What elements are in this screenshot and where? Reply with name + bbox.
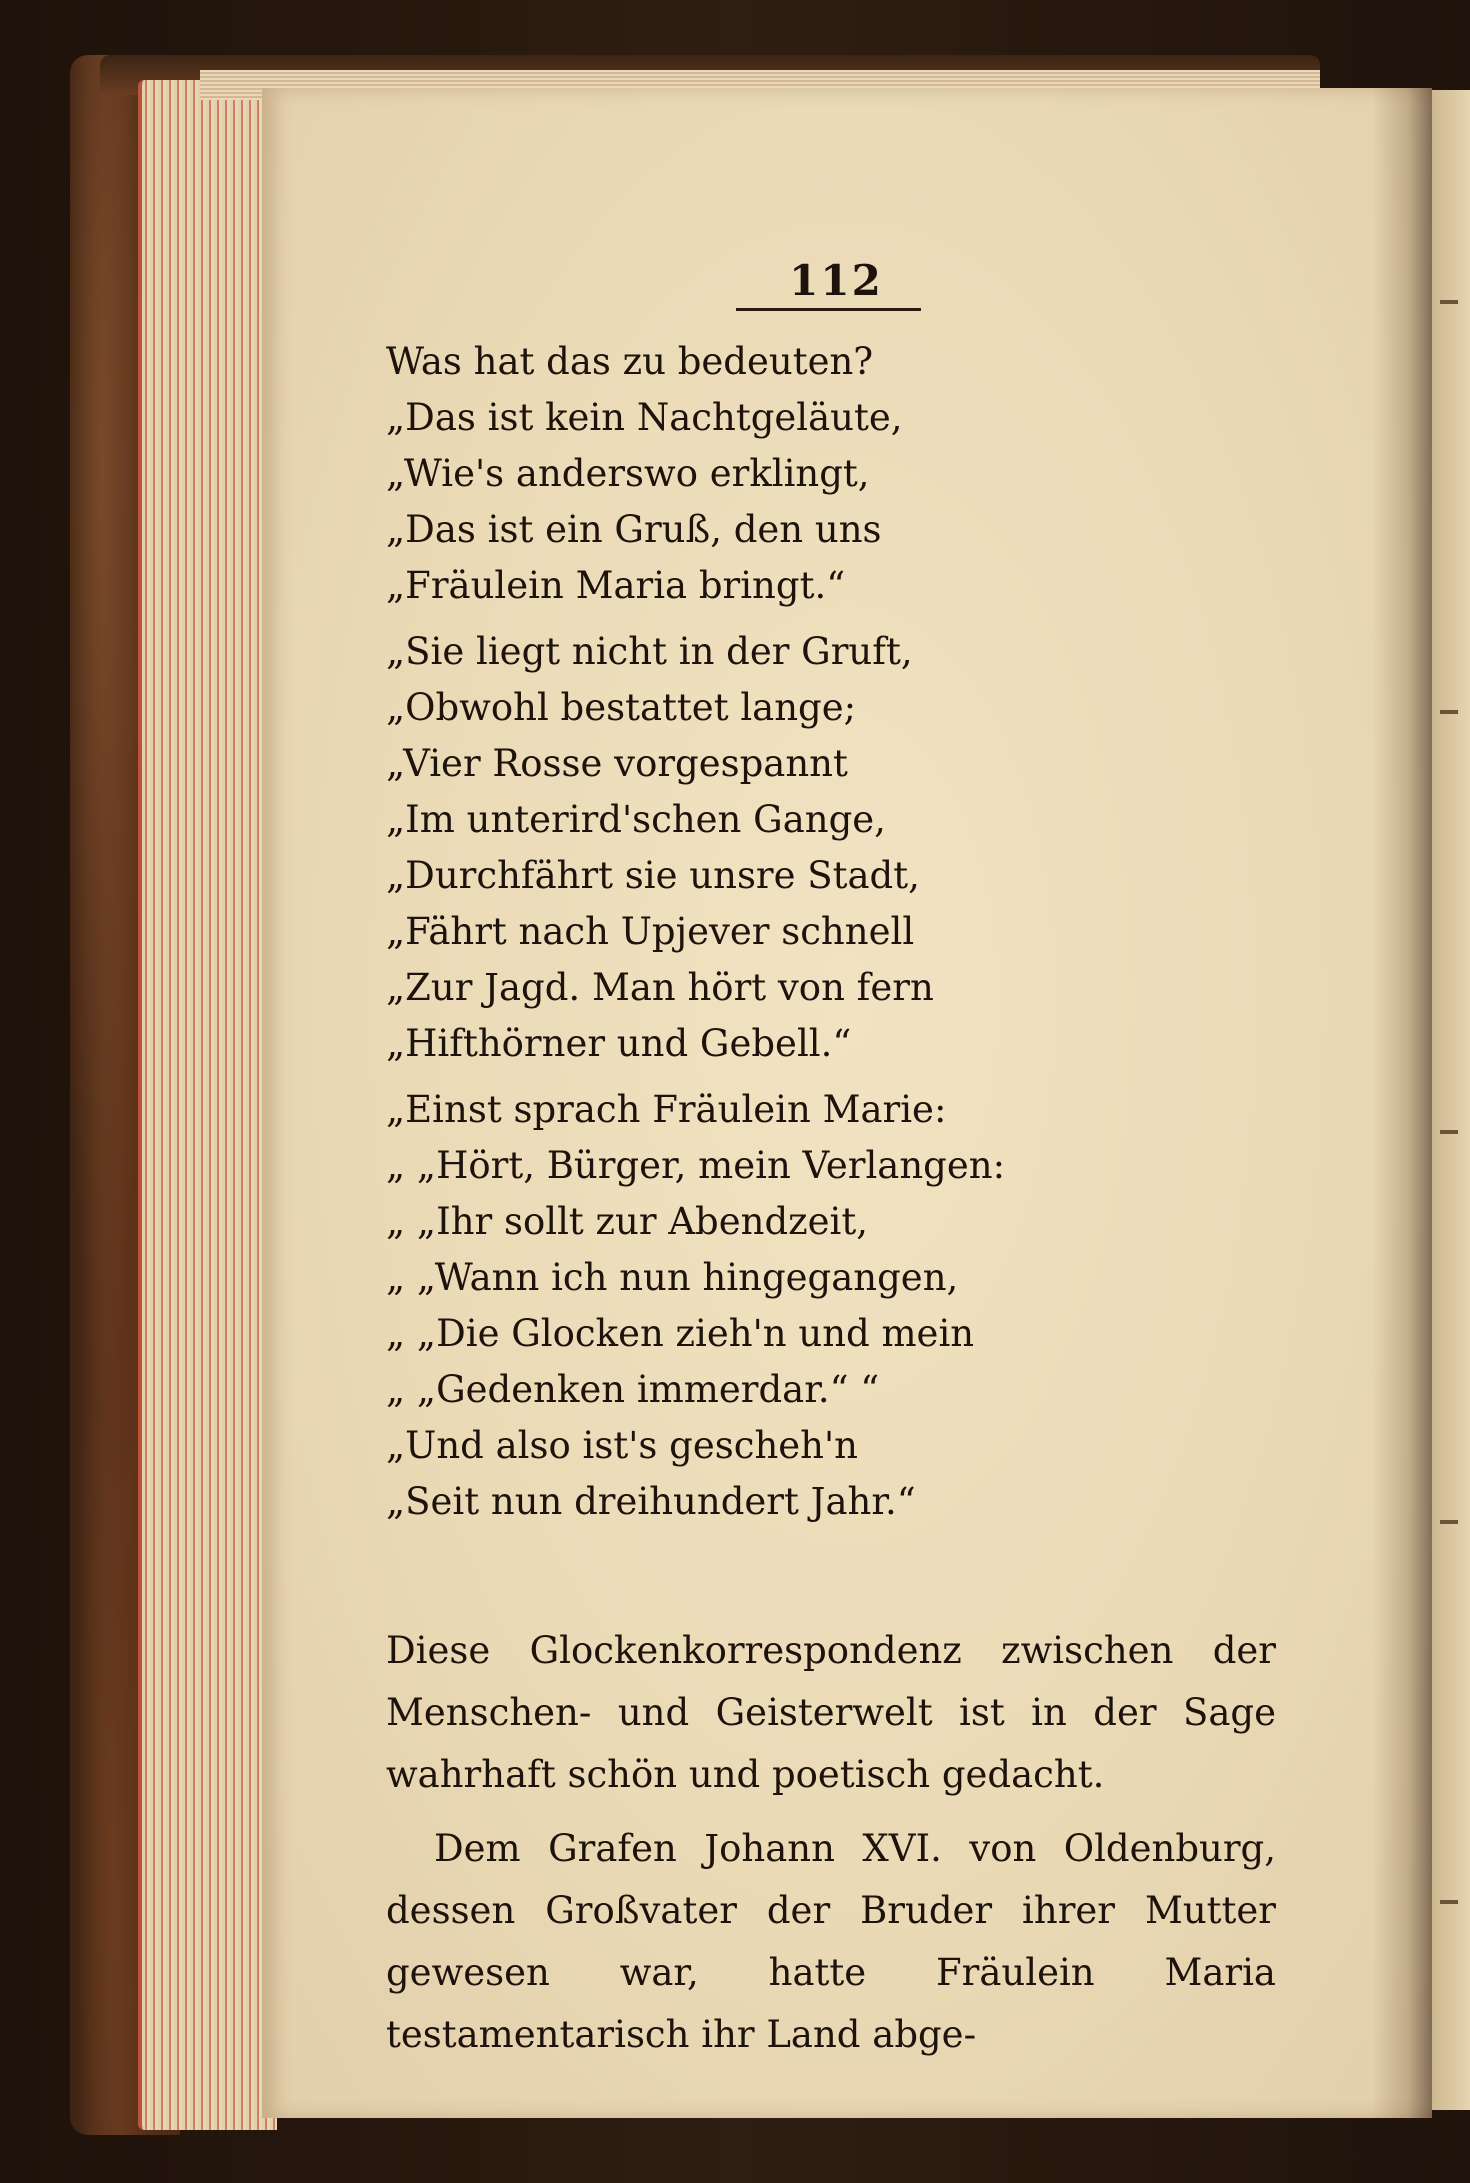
poem-line: „Zur Jagd. Man hört von fern [386, 966, 934, 1009]
poem [386, 334, 1005, 1540]
poem-line: „ „Gedenken immerdar.“ “ [386, 1368, 880, 1411]
poem-line: „ „Die Glocken zieh'n und mein [386, 1312, 975, 1355]
poem-stanza [386, 1082, 1005, 1530]
prose-text [386, 1620, 1276, 2066]
page-gutter-shadow [1372, 88, 1432, 2118]
poem-line: „Durchfährt sie unsre Stadt, [386, 854, 920, 897]
poem-line: „Sie liegt nicht in der Gruft, [386, 630, 913, 673]
poem-line: „ „Hört, Bürger, mein Verlangen: [386, 1144, 1006, 1187]
binding-stitch [1440, 1130, 1458, 1134]
poem-line: „Wie's anderswo erklingt, [386, 452, 870, 495]
poem-line: „Fährt nach Upjever schnell [386, 910, 915, 953]
poem-line: „Fräulein Maria bringt.“ [386, 564, 846, 607]
binding-stitch [1440, 710, 1458, 714]
paragraph: Diese Glockenkorrespondenz zwischen der Menschen- und Geisterwelt ist in der Sage wahrhaft schön und poetisch gedacht. [386, 1629, 1276, 1796]
poem-line: „Im unterird'schen Gange, [386, 798, 886, 841]
poem-line: „Obwohl bestattet lange; [386, 686, 857, 729]
poem-line: Was hat das zu bedeuten? [386, 340, 874, 383]
poem-line: „Das ist kein Nachtgeläute, [386, 396, 903, 439]
poem-line: „Vier Rosse vorgespannt [386, 742, 848, 785]
poem-line: „ „Wann ich nun hingegangen, [386, 1256, 959, 1299]
page-number: 112 [789, 256, 883, 305]
facing-page-edge [1432, 90, 1470, 2110]
poem-line: „Seit nun dreihundert Jahr.“ [386, 1480, 916, 1523]
poem-stanza [386, 334, 1005, 614]
paragraph: Dem Grafen Johann XVI. von Oldenburg, dessen Großvater der Bruder ihrer Mutter gewesen war, hatte Fräulein Maria testamentarisch ihr Land abge- [386, 1827, 1276, 2056]
page-stack-edges [138, 80, 277, 2130]
binding-stitch [1440, 1900, 1458, 1904]
poem-line: „Hifthörner und Gebell.“ [386, 1022, 852, 1065]
poem-line: „Das ist ein Gruß, den uns [386, 508, 882, 551]
poem-stanza [386, 624, 1005, 1072]
binding-stitch [1440, 1520, 1458, 1524]
binding-stitch [1440, 300, 1458, 304]
poem-line: „ „Ihr sollt zur Abendzeit, [386, 1200, 868, 1243]
page-number-rule [736, 308, 921, 311]
poem-line: „Einst sprach Fräulein Marie: [386, 1088, 947, 1131]
poem-line: „Und also ist's gescheh'n [386, 1424, 859, 1467]
